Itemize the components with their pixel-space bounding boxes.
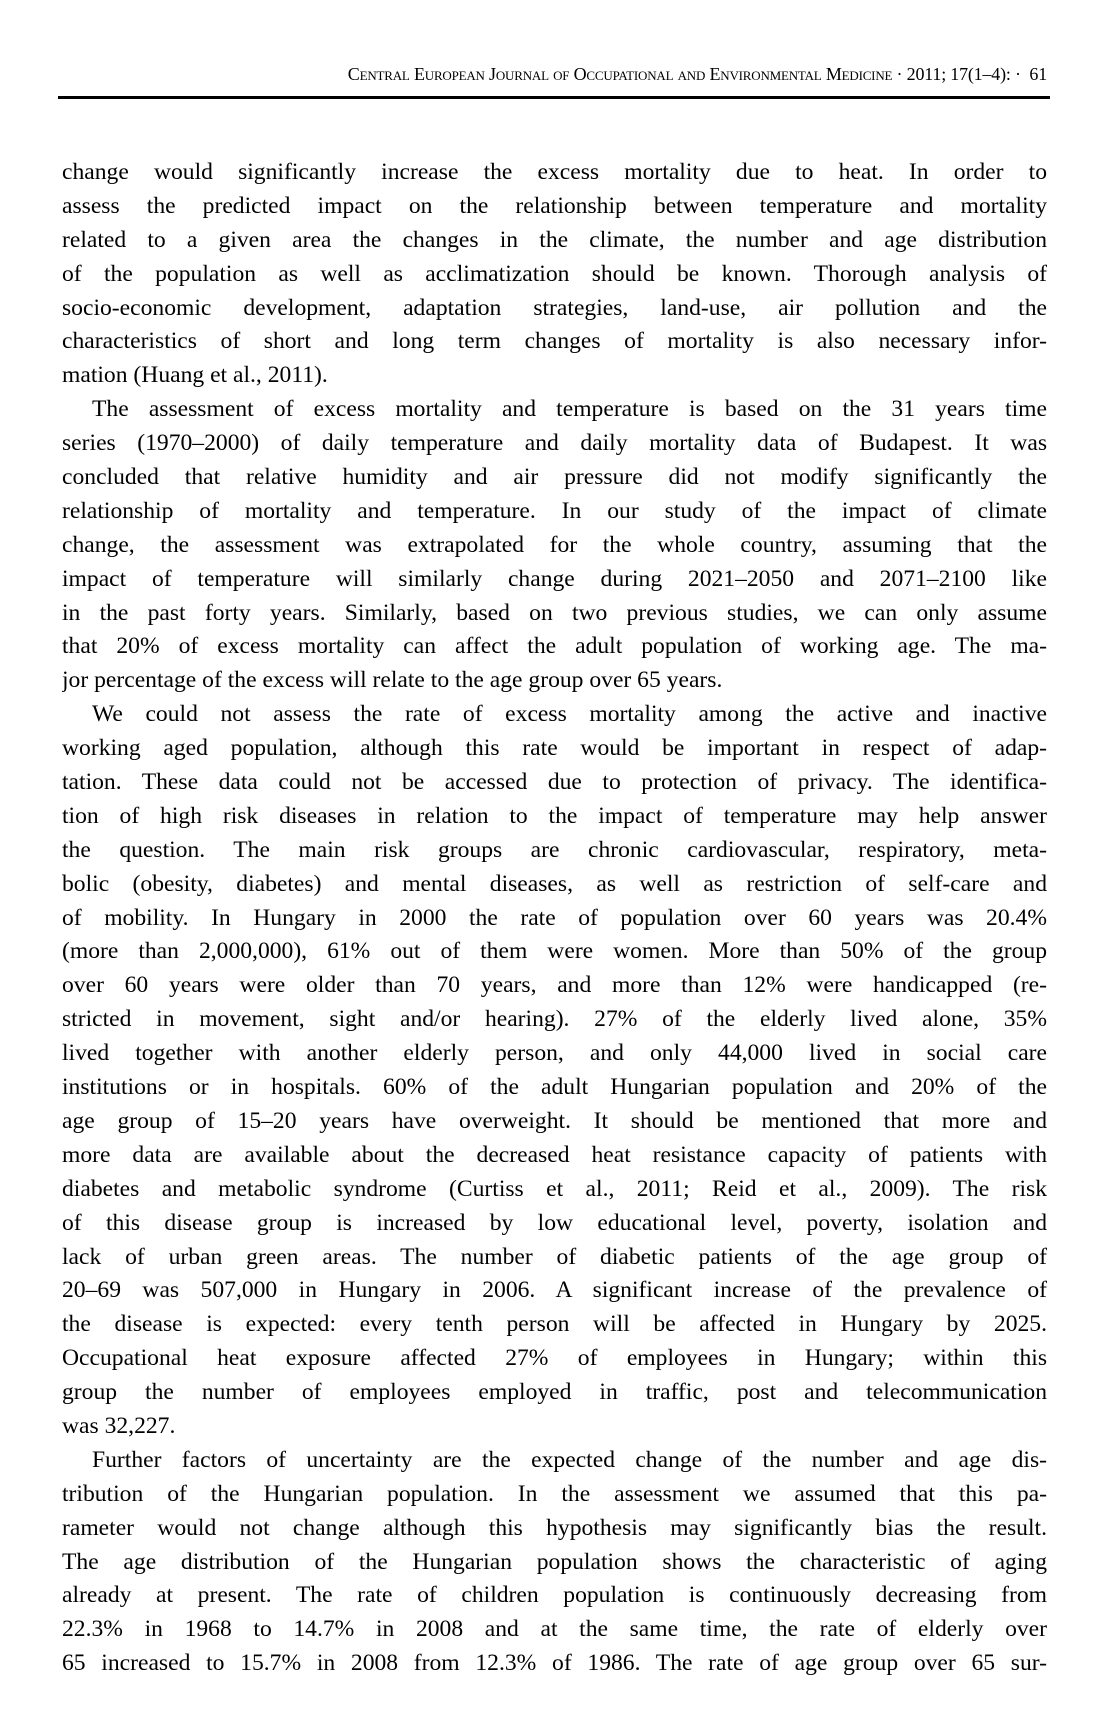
text-line: institutions or in hospitals. 60% of the adult Hungarian population and 20% of the — [62, 1074, 1047, 1101]
text-line: (more than 2,000,000), 61% out of them were women. More than 50% of the group — [62, 938, 1047, 965]
text-line: mation (Huang et al., 2011). — [62, 362, 328, 389]
text-line: relationship of mortality and temperature. In our study of the impact of climate — [62, 497, 1047, 524]
text-line: group the number of employees employed in traffic, post and telecommunication — [62, 1379, 1047, 1406]
text-line: Further factors of uncertainty are the expected change of the number and age dis- — [92, 1446, 1047, 1473]
text-line: The assessment of excess mortality and temperature is based on the 31 years time — [92, 396, 1047, 423]
text-line: age group of 15–20 years have overweight. It should be mentioned that more and — [62, 1107, 1047, 1134]
running-header — [62, 60, 1047, 90]
paragraph — [62, 156, 1047, 393]
text-line: of the population as well as acclimatization should be known. Thorough analysis of — [62, 260, 1047, 287]
text-line: 22.3% in 1968 to 14.7% in 2008 and at the same time, the rate of elderly over — [62, 1616, 1047, 1643]
text-line: working aged population, although this rate would be important in respect of adap- — [62, 735, 1047, 762]
text-line: We could not assess the rate of excess mortality among the active and inactive — [92, 701, 1047, 728]
text-line: more data are available about the decreased heat resistance capacity of patients with — [62, 1141, 1047, 1168]
paragraph — [62, 393, 1047, 698]
text-line: of this disease group is increased by low educational level, poverty, isolation and — [62, 1209, 1047, 1236]
text-line: diabetes and metabolic syndrome (Curtiss et al., 2011; Reid et al., 2009). The risk — [62, 1175, 1047, 1202]
text-line: change, the assessment was extrapolated for the whole country, assuming that the — [62, 531, 1047, 558]
text-line: related to a given area the changes in the climate, the number and age distribution — [62, 226, 1047, 253]
text-line: rameter would not change although this hypothesis may significantly bias the result. — [62, 1514, 1047, 1541]
text-line: change would significantly increase the excess mortality due to heat. In order to — [62, 159, 1047, 185]
text-line: 20–69 was 507,000 in Hungary in 2006. A significant increase of the prevalence of — [62, 1277, 1047, 1304]
text-line: over 60 years were older than 70 years, and more than 12% were handicapped (re- — [62, 972, 1047, 999]
text-line: The age distribution of the Hungarian population shows the characteristic of aging — [62, 1548, 1047, 1575]
text-line: series (1970–2000) of daily temperature and daily mortality data of Budapest. It was — [62, 430, 1047, 457]
text-line: the disease is expected: every tenth person will be affected in Hungary by 2025. — [62, 1311, 1047, 1338]
text-line: already at present. The rate of children population is continuously decreasing from — [62, 1582, 1047, 1609]
text-line: 65 increased to 15.7% in 2008 from 12.3% of 1986. The rate of age group over 65 sur- — [62, 1650, 1047, 1677]
text-line: characteristics of short and long term changes of mortality is also necessary infor- — [62, 328, 1047, 355]
text-line: concluded that relative humidity and air pressure did not modify significantly the — [62, 464, 1047, 491]
text-line: in the past forty years. Similarly, based on two previous studies, we can only assume — [62, 599, 1047, 626]
text-line: was 32,227. — [62, 1412, 176, 1439]
page-number: 61 — [1029, 64, 1047, 84]
running-header-text: Central European Journal of Occupational and Environmental Medicine · 2011; 17(1–4): · 61 — [347, 64, 1047, 84]
text-line: jor percentage of the excess will relate to the age group over 65 years. — [62, 667, 723, 694]
journal-citation: 2011; 17(1–4): — [906, 64, 1011, 84]
text-line: lived together with another elderly person, and only 44,000 lived in social care — [62, 1040, 1047, 1067]
text-line: tion of high risk diseases in relation to the impact of temperature may help answer — [62, 802, 1047, 829]
text-line: lack of urban green areas. The number of diabetic patients of the age group of — [62, 1243, 1047, 1270]
text-line: of mobility. In Hungary in 2000 the rate of population over 60 years was 20.4% — [62, 904, 1047, 931]
text-line: stricted in movement, sight and/or hearing). 27% of the elderly lived alone, 35% — [62, 1006, 1047, 1033]
text-line: bolic (obesity, diabetes) and mental diseases, as well as restriction of self-care and — [62, 870, 1047, 897]
paragraph — [62, 1444, 1047, 1681]
paragraph — [62, 698, 1047, 1444]
journal-title: Central European Journal of Occupational and Environmental Medicine — [347, 64, 893, 84]
text-line: tribution of the Hungarian population. In the assessment we assumed that this pa- — [62, 1480, 1047, 1507]
article-body — [62, 156, 1047, 1681]
text-line: assess the predicted impact on the relationship between temperature and mortality — [62, 192, 1047, 219]
header-rule — [58, 96, 1050, 99]
text-line: Occupational heat exposure affected 27% of employees in Hungary; within this — [62, 1345, 1047, 1372]
text-line: tation. These data could not be accessed due to protection of privacy. The identifica- — [62, 769, 1047, 796]
text-line: that 20% of excess mortality can affect the adult population of working age. The ma- — [62, 633, 1047, 660]
text-line: socio-economic development, adaptation strategies, land-use, air pollution and the — [62, 294, 1047, 321]
text-line: the question. The main risk groups are chronic cardiovascular, respiratory, meta- — [62, 836, 1047, 863]
text-line: impact of temperature will similarly change during 2021–2050 and 2071–2100 like — [62, 565, 1047, 592]
